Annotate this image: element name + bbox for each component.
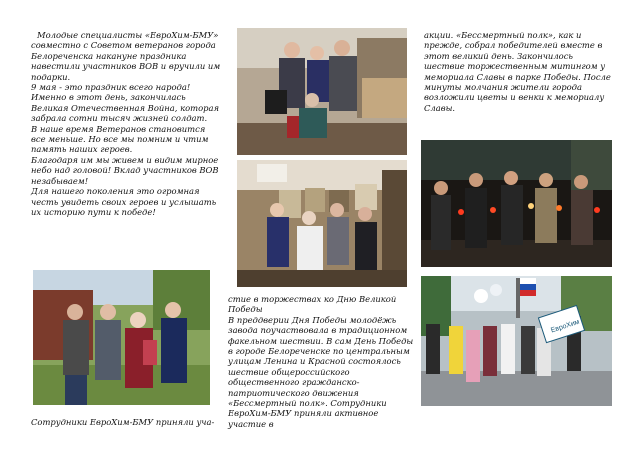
- intro-paragraph-1: Молодые специалисты «ЕвроХим-БМУ» совместно с Советом ветеранов города Белореченска накануне праздника навестили участников ВОВ и вручили им подарки.: [31, 30, 221, 82]
- intro-paragraph-2: 9 мая - это праздник всего народа! Именно в этот день, закончилась Великая Отечественная Война, которая забрала сотни тысяч жизней солдат.: [31, 82, 220, 124]
- parade-paragraph-2: В преддверии Дня Победы молодёжь завода поучаствовала в традиционном факельном шествии. В сам День Победы в городе Белореченске по центральным улицам Ленина и Красной состоялось шествие общероссийского общественного гражданско-патриотического движения «Бессмертный полк». Сотрудники ЕвроХим-БМУ приняли активное участие в: [228, 314, 414, 429]
- photo-veteran-visit-family: [237, 28, 407, 155]
- photo-veteran-outdoors: [33, 270, 210, 405]
- col1-bottom-text: Сотрудники ЕвроХим-БМУ приняли уча-: [31, 417, 215, 427]
- parade-sign-text: ЕвроХим: [550, 318, 581, 335]
- parade-text-block: [228, 294, 418, 429]
- intro-text-block: [31, 30, 221, 217]
- intro-paragraph-3: В наше время Ветеранов становится все меньше. Но все мы помним и чтим память наших героев.: [31, 123, 209, 155]
- parade-paragraph-1: стие в торжествах ко Дню Великой Победы: [228, 294, 397, 315]
- intro-paragraph-4: Благодаря им мы живем и видим мирное небо над головой! Вклад участников ВОВ незабываем!: [31, 154, 219, 186]
- photo-immortal-regiment-parade: [421, 276, 612, 406]
- photo-torch-procession: [421, 140, 612, 267]
- immortal-regiment-text: акции. «Бессмертный полк», как и прежде, собрал победителей вместе в этот великий день. Закончилось шествие торжественным митингом у мемориала Славы в парке Победы. После минуты молчания жители города возложили цветы и венки к мемориалу Славы.: [424, 30, 611, 113]
- intro-paragraph-5: Для нашего поколения это огромная честь увидеть своих героев и услышать их историю пути к победе!: [31, 186, 217, 217]
- photo-veteran-indoors: [237, 160, 407, 287]
